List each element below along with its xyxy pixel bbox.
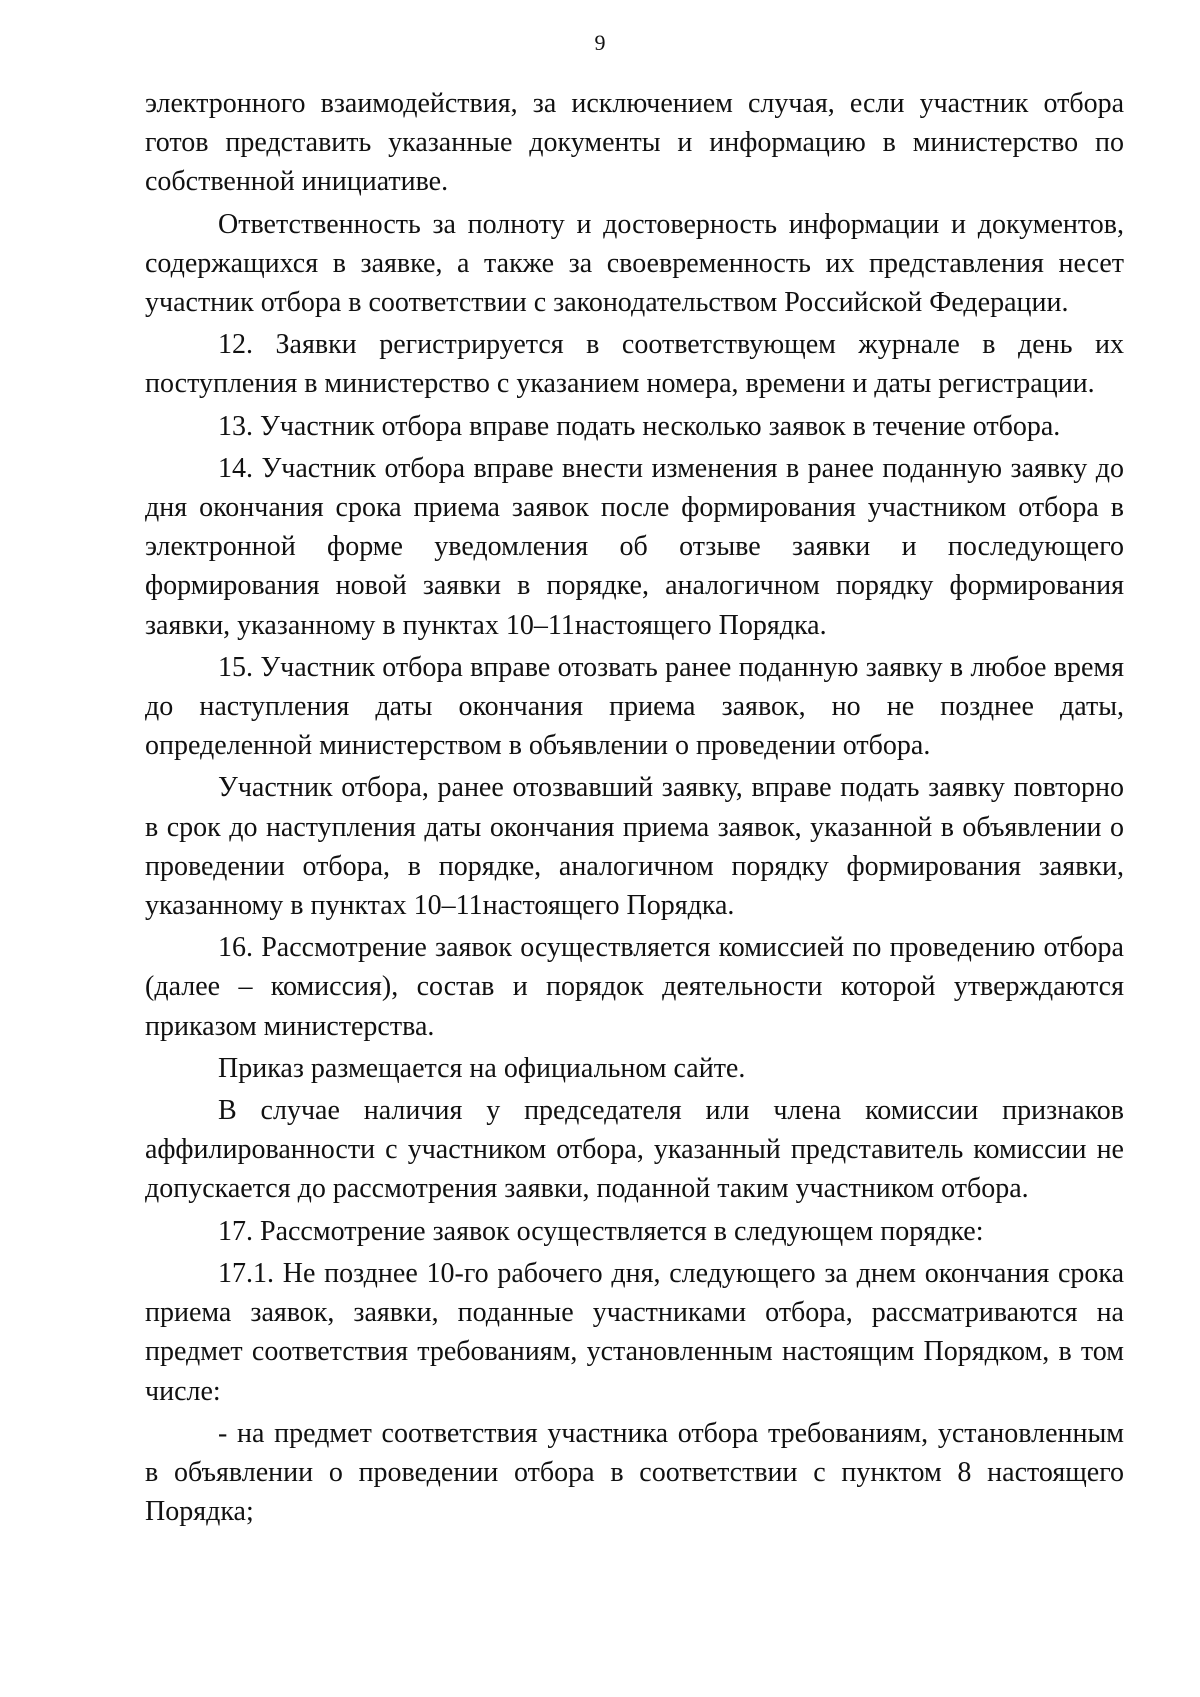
document-body	[145, 84, 1124, 1534]
paragraph-item-13: 13. Участник отбора вправе подать несколько заявок в течение отбора.	[218, 410, 1061, 442]
paragraph-responsibility: Ответственность за полноту и достоверность информации и документов, содержащихся в заявке, а также за своевременность их представления несет участник отбора в соответствии с законодательством Российской Федерации.	[145, 208, 1124, 319]
paragraph-item-17: 17. Рассмотрение заявок осуществляется в следующем порядке:	[218, 1215, 984, 1247]
paragraph-list-item: - на предмет соответствия участника отбора требованиям, установленным в объявлении о проведении отбора в соответствии с пунктом 8 настоящего Порядка;	[145, 1417, 1124, 1528]
paragraph-item-16: 16. Рассмотрение заявок осуществляется комиссией по проведению отбора (далее – комиссия), состав и порядок деятельности которой утверждаются приказом министерства.	[145, 932, 1124, 1042]
paragraph-item-17-1: 17.1. Не позднее 10-го рабочего дня, следующего за днем окончания срока приема заявок, заявки, поданные участниками отбора, рассматриваются на предмет соответствия требованиям, установленным настоящим Порядком, в том числе:	[145, 1257, 1124, 1407]
paragraph-affiliation: В случае наличия у председателя или члена комиссии признаков аффилированности с участником отбора, указанный представитель комиссии не допускается до рассмотрения заявки, поданной таким участником отбора.	[145, 1095, 1124, 1205]
page-number: 9	[594, 30, 606, 55]
paragraph-item-12: 12. Заявки регистрируется в соответствующем журнале в день их поступления в министерство с указанием номера, времени и даты регистрации.	[145, 329, 1124, 400]
paragraph-resubmission: Участник отбора, ранее отозвавший заявку, вправе подать заявку повторно в срок до наступления даты окончания приема заявок, указанной в объявлении о проведении отбора, в порядке, аналогичном порядку формирования заявки, указанному в пунктах 10–11настоящего Порядка.	[145, 772, 1124, 922]
paragraph-order-publication: Приказ размещается на официальном сайте.	[218, 1052, 746, 1084]
paragraph-item-15: 15. Участник отбора вправе отозвать ранее поданную заявку в любое время до наступления даты окончания приема заявок, но не позднее даты, определенной министерством в объявлении о проведении отбора.	[145, 651, 1124, 762]
paragraph-continuation: электронного взаимодействия, за исключением случая, если участник отбора готов представить указанные документы и информацию в министерство по собственной инициативе.	[145, 88, 1124, 198]
paragraph-item-14: 14. Участник отбора вправе внести изменения в ранее поданную заявку до дня окончания срока приема заявок после формирования участником отбора в электронной форме уведомления об отзыве заявки и последующего формирования новой заявки в порядке, аналогичном порядку формирования заявки, указанному в пунктах 10–11настоящего Порядка.	[145, 452, 1124, 641]
